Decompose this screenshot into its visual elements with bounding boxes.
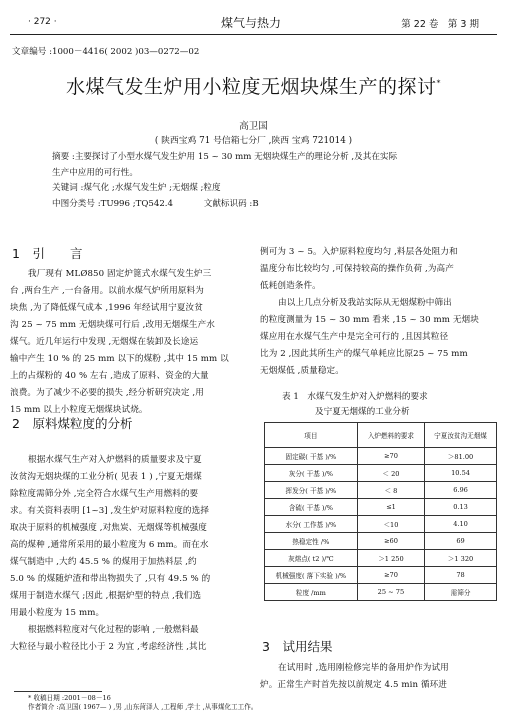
table-cell: ＜ 8 <box>357 482 424 499</box>
text-line: 的粒度测量为 15 ~ 30 mm 看来 ,15 ~ 30 mm 无烟块 <box>260 315 479 325</box>
data-table <box>264 422 497 601</box>
table-cell: ≥60 <box>357 533 424 550</box>
paper-title <box>0 72 507 99</box>
text-line: 沟 25 ~ 75 mm 无烟块煤可行后 ,改用无烟煤生产水 <box>10 320 215 330</box>
table-cell: 机械强度( 落下实验 )/% <box>265 567 358 584</box>
text-line: 求。有关资料表明 [1~3] ,发生炉对原料粒度的选择 <box>10 506 210 516</box>
text-line: 低耗创造条件。 <box>260 281 321 291</box>
table-cell: 0.13 <box>425 499 497 516</box>
table-cell: 灰熔点( t2 )/℃ <box>265 550 358 567</box>
table-cell: 25 ~ 75 <box>357 584 424 601</box>
text-line: 在试用时 ,选用刚检修完毕的备用炉作为试用 <box>278 663 449 673</box>
table-cell: 水分( 工作基 )/% <box>265 516 358 533</box>
text-line: 我厂现有 MLØ850 固定炉篦式水煤气发生炉三 <box>28 269 212 279</box>
text-line: 台 ,两台生产 ,一台备用。以前水煤气炉所用原料为 <box>10 286 204 296</box>
section-1-body <box>10 266 245 419</box>
text-line: 浪费。为了减少不必要的损失 ,经分析研究决定 ,用 <box>10 388 204 398</box>
article-id: 文章编号 :1000－4416( 2002 )03—0272—02 <box>12 47 200 57</box>
table-cell: ＞1 320 <box>425 550 497 567</box>
section-2-body <box>10 452 245 656</box>
header-rule <box>10 34 497 35</box>
table-cell: 挥发分( 干基 )/% <box>265 482 358 499</box>
journal-name: 煤气与热力 <box>221 16 282 30</box>
table-row <box>265 465 497 482</box>
table-cell: ＞1 250 <box>357 550 424 567</box>
text-line: 炉。正常生产时首先按以前规定 4.5 min 循环进 <box>260 680 447 690</box>
text-line: 15 mm 以上小粒度无烟煤块试烧。 <box>10 405 148 415</box>
table-row <box>265 567 497 584</box>
table-row <box>265 448 497 465</box>
table-cell: ＜ 20 <box>357 465 424 482</box>
text-line: 块焦 ,为了降低煤气成本 ,1996 年经试用宁夏汝贫 <box>10 303 203 313</box>
table-caption <box>260 390 497 420</box>
document-code: 文献标识码 :B <box>203 198 259 209</box>
table-cell: ＞81.00 <box>425 448 497 465</box>
text-line: 取决于原料的机械强度 ,对焦炭、无烟煤等机械强度 <box>10 523 207 533</box>
author-name: 高卫国 <box>239 121 268 132</box>
table-cell: 需筛分 <box>425 584 497 601</box>
section-2-heading: 2 原料煤粒度的分析 <box>12 416 133 431</box>
table-row <box>265 550 497 567</box>
table-row <box>265 533 497 550</box>
table-header-row <box>265 423 497 448</box>
section-1-heading: 1 引 言 <box>12 246 83 261</box>
table-cell: ≤1 <box>357 499 424 516</box>
text-line: 比为 2 ,因此其所生产的煤气单耗应比原25 ~ 75 mm <box>260 349 468 359</box>
text-line: 高的煤种 ,通常所采用的最小粒度为 6 mm。而在水 <box>10 540 209 550</box>
table-header-cell: 项目 <box>265 423 358 448</box>
text-line: 由以上几点分析及我站实际从无烟煤粉中筛出 <box>278 298 452 308</box>
table-cell: 灰分( 干基 )/% <box>265 465 358 482</box>
footnote-rule <box>14 691 102 692</box>
page-number: · 272 · <box>28 17 57 27</box>
classification-number: 中图分类号 :TU996 ;TQ542.4 <box>52 198 173 209</box>
text-line: 根据燃料粒度对气化过程的影响 ,一般燃料最 <box>28 625 199 635</box>
footnote-received: * 收稿日期 :2001－08－16 <box>28 694 111 702</box>
title-text: 水煤气发生炉用小粒度无烟块煤生产的探讨 <box>65 76 437 98</box>
table-row <box>265 482 497 499</box>
title-mark: * <box>436 78 441 88</box>
footnote-author-bio: 作者简介 :高卫国( 1967— ) ,男 ,山东菏泽人 ,工程师 ,学士 ,从事煤化工工作。 <box>28 703 258 711</box>
text-line: 例可为 3 ~ 5。入炉原料粒度均匀 ,料层各处阻力和 <box>260 247 458 257</box>
table-row <box>265 499 497 516</box>
text-line: 根据水煤气生产对入炉燃料的质量要求及宁夏 <box>28 455 202 465</box>
abstract-line-1: 摘要 :主要探讨了小型水煤气发生炉用 15 ~ 30 mm 无烟块煤生产的理论分析 ,及其在实际 <box>52 152 398 162</box>
affiliation: ( 陕西宝鸡 71 号信箱七分厂 ,陕西 宝鸡 721014 ) <box>154 136 353 146</box>
text-line: 煤用于制造水煤气 ;因此 ,根据炉型的特点 ,我们选 <box>10 591 202 601</box>
text-line: 上的占煤粉的 40 % 左右 ,造成了原料、资金的大量 <box>10 371 209 381</box>
abstract-block <box>52 150 472 212</box>
text-line: 无烟煤低 ,质量稳定。 <box>260 366 344 376</box>
keywords: 关键词 :煤气化 ;水煤气发生炉 ;无烟煤 ;粒度 <box>52 183 221 193</box>
footnote <box>28 694 498 712</box>
text-line: 5.0 % 的煤随炉渣和带出物损失了 ,只有 49.5 % 的 <box>10 574 211 584</box>
table-cell: 10.54 <box>425 465 497 482</box>
table-row <box>265 584 497 601</box>
table-row <box>265 516 497 533</box>
text-line: 大粒径与最小粒径比小于 2 为宜 ,考虑经济性 ,其比 <box>10 642 207 652</box>
table-cell: 78 <box>425 567 497 584</box>
table-cell: 6.96 <box>425 482 497 499</box>
table-caption-line-2: 及宁夏无烟煤的工业分析 <box>315 407 410 417</box>
section-3-heading: 3 试用结果 <box>262 639 333 654</box>
table-cell: 含硫( 干基 )/% <box>265 499 358 516</box>
text-line: 煤气。近几年运行中发现 ,无烟煤在装卸及长途运 <box>10 337 199 347</box>
table-cell: 69 <box>425 533 497 550</box>
classification-row <box>52 197 472 213</box>
table-cell: 粒度 /mm <box>265 584 358 601</box>
abstract-line-2: 生产中应用的可行性。 <box>52 167 138 178</box>
table-cell: ＜10 <box>357 516 424 533</box>
text-line: 煤气制造中 ,大约 45.5 % 的煤用于加热料层 ,约 <box>10 557 197 567</box>
table-header-cell: 宁夏汝贫沟无烟煤 <box>425 423 497 448</box>
table-cell: 4.10 <box>425 516 497 533</box>
text-line: 温度分布比较均匀 ,可保持较高的操作负荷 ,为高产 <box>260 264 454 274</box>
table-caption-line-1: 表 1 水煤气发生炉对入炉燃料的要求 <box>282 392 428 402</box>
text-line: 除粒度需筛分外 ,完全符合水煤气生产用燃料的要 <box>10 489 199 499</box>
text-line: 汝贫沟无烟块煤的工业分析( 见表 1 ) ,宁夏无烟煤 <box>10 472 202 482</box>
volume-issue: 第 22 卷 第 3 期 <box>401 19 479 30</box>
text-line: 用最小粒度为 15 mm。 <box>10 608 105 618</box>
table-cell: 热稳定性 /% <box>265 533 358 550</box>
table-cell: ≥70 <box>357 448 424 465</box>
section-2-continued <box>260 244 497 380</box>
table-cell: ≥70 <box>357 567 424 584</box>
section-3-body <box>260 660 497 694</box>
table-cell: 固定碳( 干基 )/% <box>265 448 358 465</box>
text-line: 输中产生 10 % 的 25 mm 以下的煤粉 ,其中 15 mm 以 <box>10 354 229 364</box>
table-header-cell: 入炉燃料的要求 <box>357 423 424 448</box>
text-line: 煤应用在水煤气生产中是完全可行的 ,且因其粒径 <box>260 332 449 342</box>
